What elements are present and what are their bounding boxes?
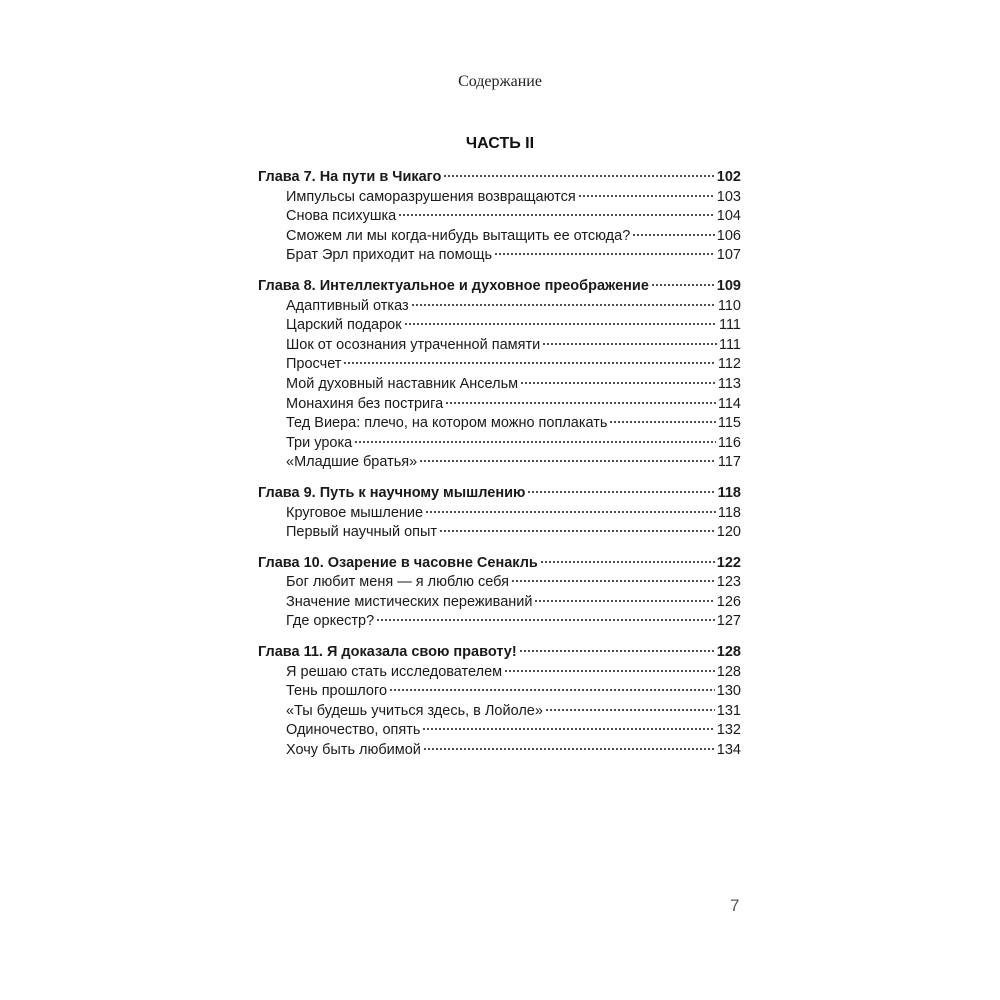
- dot-leader: [404, 323, 717, 325]
- dot-leader: [520, 382, 716, 384]
- toc-section-title: Сможем ли мы когда-нибудь вытащить ее отсюда?: [286, 227, 631, 244]
- toc-section-title: Тень прошлого: [286, 683, 388, 700]
- table-of-contents: [258, 169, 741, 773]
- toc-section-page: 118: [717, 504, 741, 521]
- toc-section-entry: [258, 683, 741, 703]
- dot-leader: [422, 728, 714, 730]
- toc-section-page: 110: [717, 297, 741, 314]
- toc-chapter-page: 102: [716, 169, 741, 185]
- toc-section-title: Импульсы саморазрушения возвращаются: [286, 188, 576, 205]
- dot-leader: [411, 304, 716, 306]
- toc-section-entry: [258, 435, 741, 455]
- toc-chapter-block: [258, 278, 741, 474]
- toc-section-title: Круговое мышление: [286, 504, 424, 521]
- dot-leader: [354, 441, 716, 443]
- toc-chapter-page: 128: [716, 644, 741, 661]
- dot-leader: [651, 284, 715, 286]
- dot-leader: [578, 195, 715, 197]
- toc-chapter-title: Глава 8. Интеллектуальное и духовное преображение: [258, 277, 649, 294]
- toc-section-title: «Младшие братья»: [286, 454, 418, 471]
- toc-section-entry: [258, 337, 741, 357]
- toc-section-page: 111: [718, 317, 741, 334]
- toc-section-entry: [258, 454, 741, 474]
- toc-chapter-block: [258, 485, 741, 544]
- toc-section-page: 131: [716, 702, 741, 719]
- dot-leader: [542, 343, 717, 345]
- dot-leader: [443, 175, 714, 177]
- toc-section-page: 107: [716, 247, 741, 264]
- toc-section-entry: [258, 742, 741, 762]
- dot-leader: [519, 650, 715, 652]
- toc-chapter-page: 109: [716, 277, 741, 294]
- toc-chapter-entry: [258, 555, 741, 575]
- toc-section-title: Тед Виера: плечо, на котором можно поплакать: [286, 415, 608, 432]
- toc-section-title: Хочу быть любимой: [286, 742, 421, 759]
- toc-section-entry: [258, 524, 741, 544]
- toc-chapter-title: Глава 7. На пути в Чикаго: [258, 169, 442, 185]
- toc-section-title: Адаптивный отказ: [286, 297, 409, 314]
- toc-section-title: Бог любит меня — я люблю себя: [286, 574, 509, 591]
- dot-leader: [389, 689, 715, 691]
- dot-leader: [445, 402, 716, 404]
- toc-section-title: Царский подарок: [286, 317, 402, 334]
- toc-section-entry: [258, 247, 741, 267]
- dot-leader: [540, 561, 715, 563]
- toc-section-page: 113: [717, 375, 741, 392]
- toc-section-page: 134: [716, 742, 741, 759]
- dot-leader: [534, 600, 714, 602]
- toc-section-page: 103: [716, 188, 741, 205]
- toc-section-page: 115: [717, 415, 741, 432]
- toc-section-entry: [258, 376, 741, 396]
- toc-chapter-entry: [258, 278, 741, 298]
- dot-leader: [609, 421, 715, 423]
- toc-section-entry: [258, 703, 741, 723]
- dot-leader: [494, 253, 715, 255]
- toc-section-page: 106: [716, 227, 741, 244]
- toc-section-page: 116: [717, 434, 741, 451]
- toc-section-entry: [258, 594, 741, 614]
- toc-section-title: Шок от осознания утраченной памяти: [286, 336, 541, 353]
- toc-section-page: 123: [716, 574, 741, 591]
- toc-section-entry: [258, 505, 741, 525]
- toc-section-entry: [258, 722, 741, 742]
- toc-chapter-block: [258, 169, 741, 267]
- toc-section-page: 120: [716, 524, 741, 541]
- dot-leader: [504, 670, 715, 672]
- toc-chapter-title: Глава 10. Озарение в часовне Сенакль: [258, 554, 538, 571]
- dot-leader: [425, 511, 716, 513]
- toc-section-title: Я решаю стать исследователем: [286, 663, 503, 680]
- toc-section-title: Просчет: [286, 356, 342, 373]
- toc-section-title: Мой духовный наставник Ансельм: [286, 375, 519, 392]
- toc-chapter-entry: [258, 169, 741, 189]
- toc-section-entry: [258, 317, 741, 337]
- dot-leader: [632, 234, 715, 236]
- toc-chapter-block: [258, 644, 741, 762]
- toc-section-page: 126: [716, 593, 741, 610]
- toc-section-title: Где оркестр?: [286, 613, 375, 630]
- toc-chapter-page: 122: [716, 554, 741, 571]
- toc-chapter-title: Глава 9. Путь к научному мышлению: [258, 484, 526, 501]
- dot-leader: [343, 362, 715, 364]
- toc-chapter-entry: [258, 485, 741, 505]
- toc-section-entry: [258, 356, 741, 376]
- toc-section-entry: [258, 189, 741, 209]
- dot-leader: [511, 580, 715, 582]
- toc-section-entry: [258, 613, 741, 633]
- toc-section-title: Первый научный опыт: [286, 524, 438, 541]
- toc-section-page: 128: [716, 663, 741, 680]
- toc-chapter-entry: [258, 644, 741, 664]
- toc-section-entry: [258, 208, 741, 228]
- toc-section-page: 127: [716, 613, 741, 630]
- toc-section-title: Три урока: [286, 434, 353, 451]
- toc-section-entry: [258, 396, 741, 416]
- toc-section-page: 111: [718, 336, 741, 353]
- dot-leader: [423, 748, 715, 750]
- dot-leader: [419, 460, 716, 462]
- toc-section-page: 114: [717, 395, 741, 412]
- toc-section-entry: [258, 664, 741, 684]
- dot-leader: [527, 491, 715, 493]
- dot-leader: [376, 619, 715, 621]
- running-head: Содержание: [458, 73, 542, 90]
- toc-section-title: Снова психушка: [286, 208, 397, 225]
- toc-section-entry: [258, 228, 741, 248]
- toc-section-title: Монахиня без пострига: [286, 395, 444, 412]
- page-number: 7: [730, 896, 740, 915]
- toc-section-title: «Ты будешь учиться здесь, в Лойоле»: [286, 702, 543, 719]
- toc-section-page: 132: [716, 722, 741, 739]
- dot-leader: [439, 530, 715, 532]
- toc-section-page: 130: [716, 683, 741, 700]
- toc-section-entry: [258, 415, 741, 435]
- toc-section-entry: [258, 574, 741, 594]
- toc-section-page: 112: [717, 356, 741, 373]
- toc-section-title: Одиночество, опять: [286, 722, 421, 739]
- dot-leader: [545, 709, 715, 711]
- toc-section-entry: [258, 298, 741, 318]
- toc-section-page: 104: [716, 208, 741, 225]
- toc-chapter-page: 118: [717, 484, 741, 501]
- toc-section-page: 117: [717, 454, 741, 471]
- part-title: ЧАСТЬ II: [465, 135, 535, 152]
- toc-section-title: Брат Эрл приходит на помощь: [286, 247, 493, 264]
- toc-section-title: Значение мистических переживаний: [286, 593, 533, 610]
- dot-leader: [398, 214, 715, 216]
- toc-chapter-block: [258, 555, 741, 633]
- toc-chapter-title: Глава 11. Я доказала свою правоту!: [258, 644, 517, 661]
